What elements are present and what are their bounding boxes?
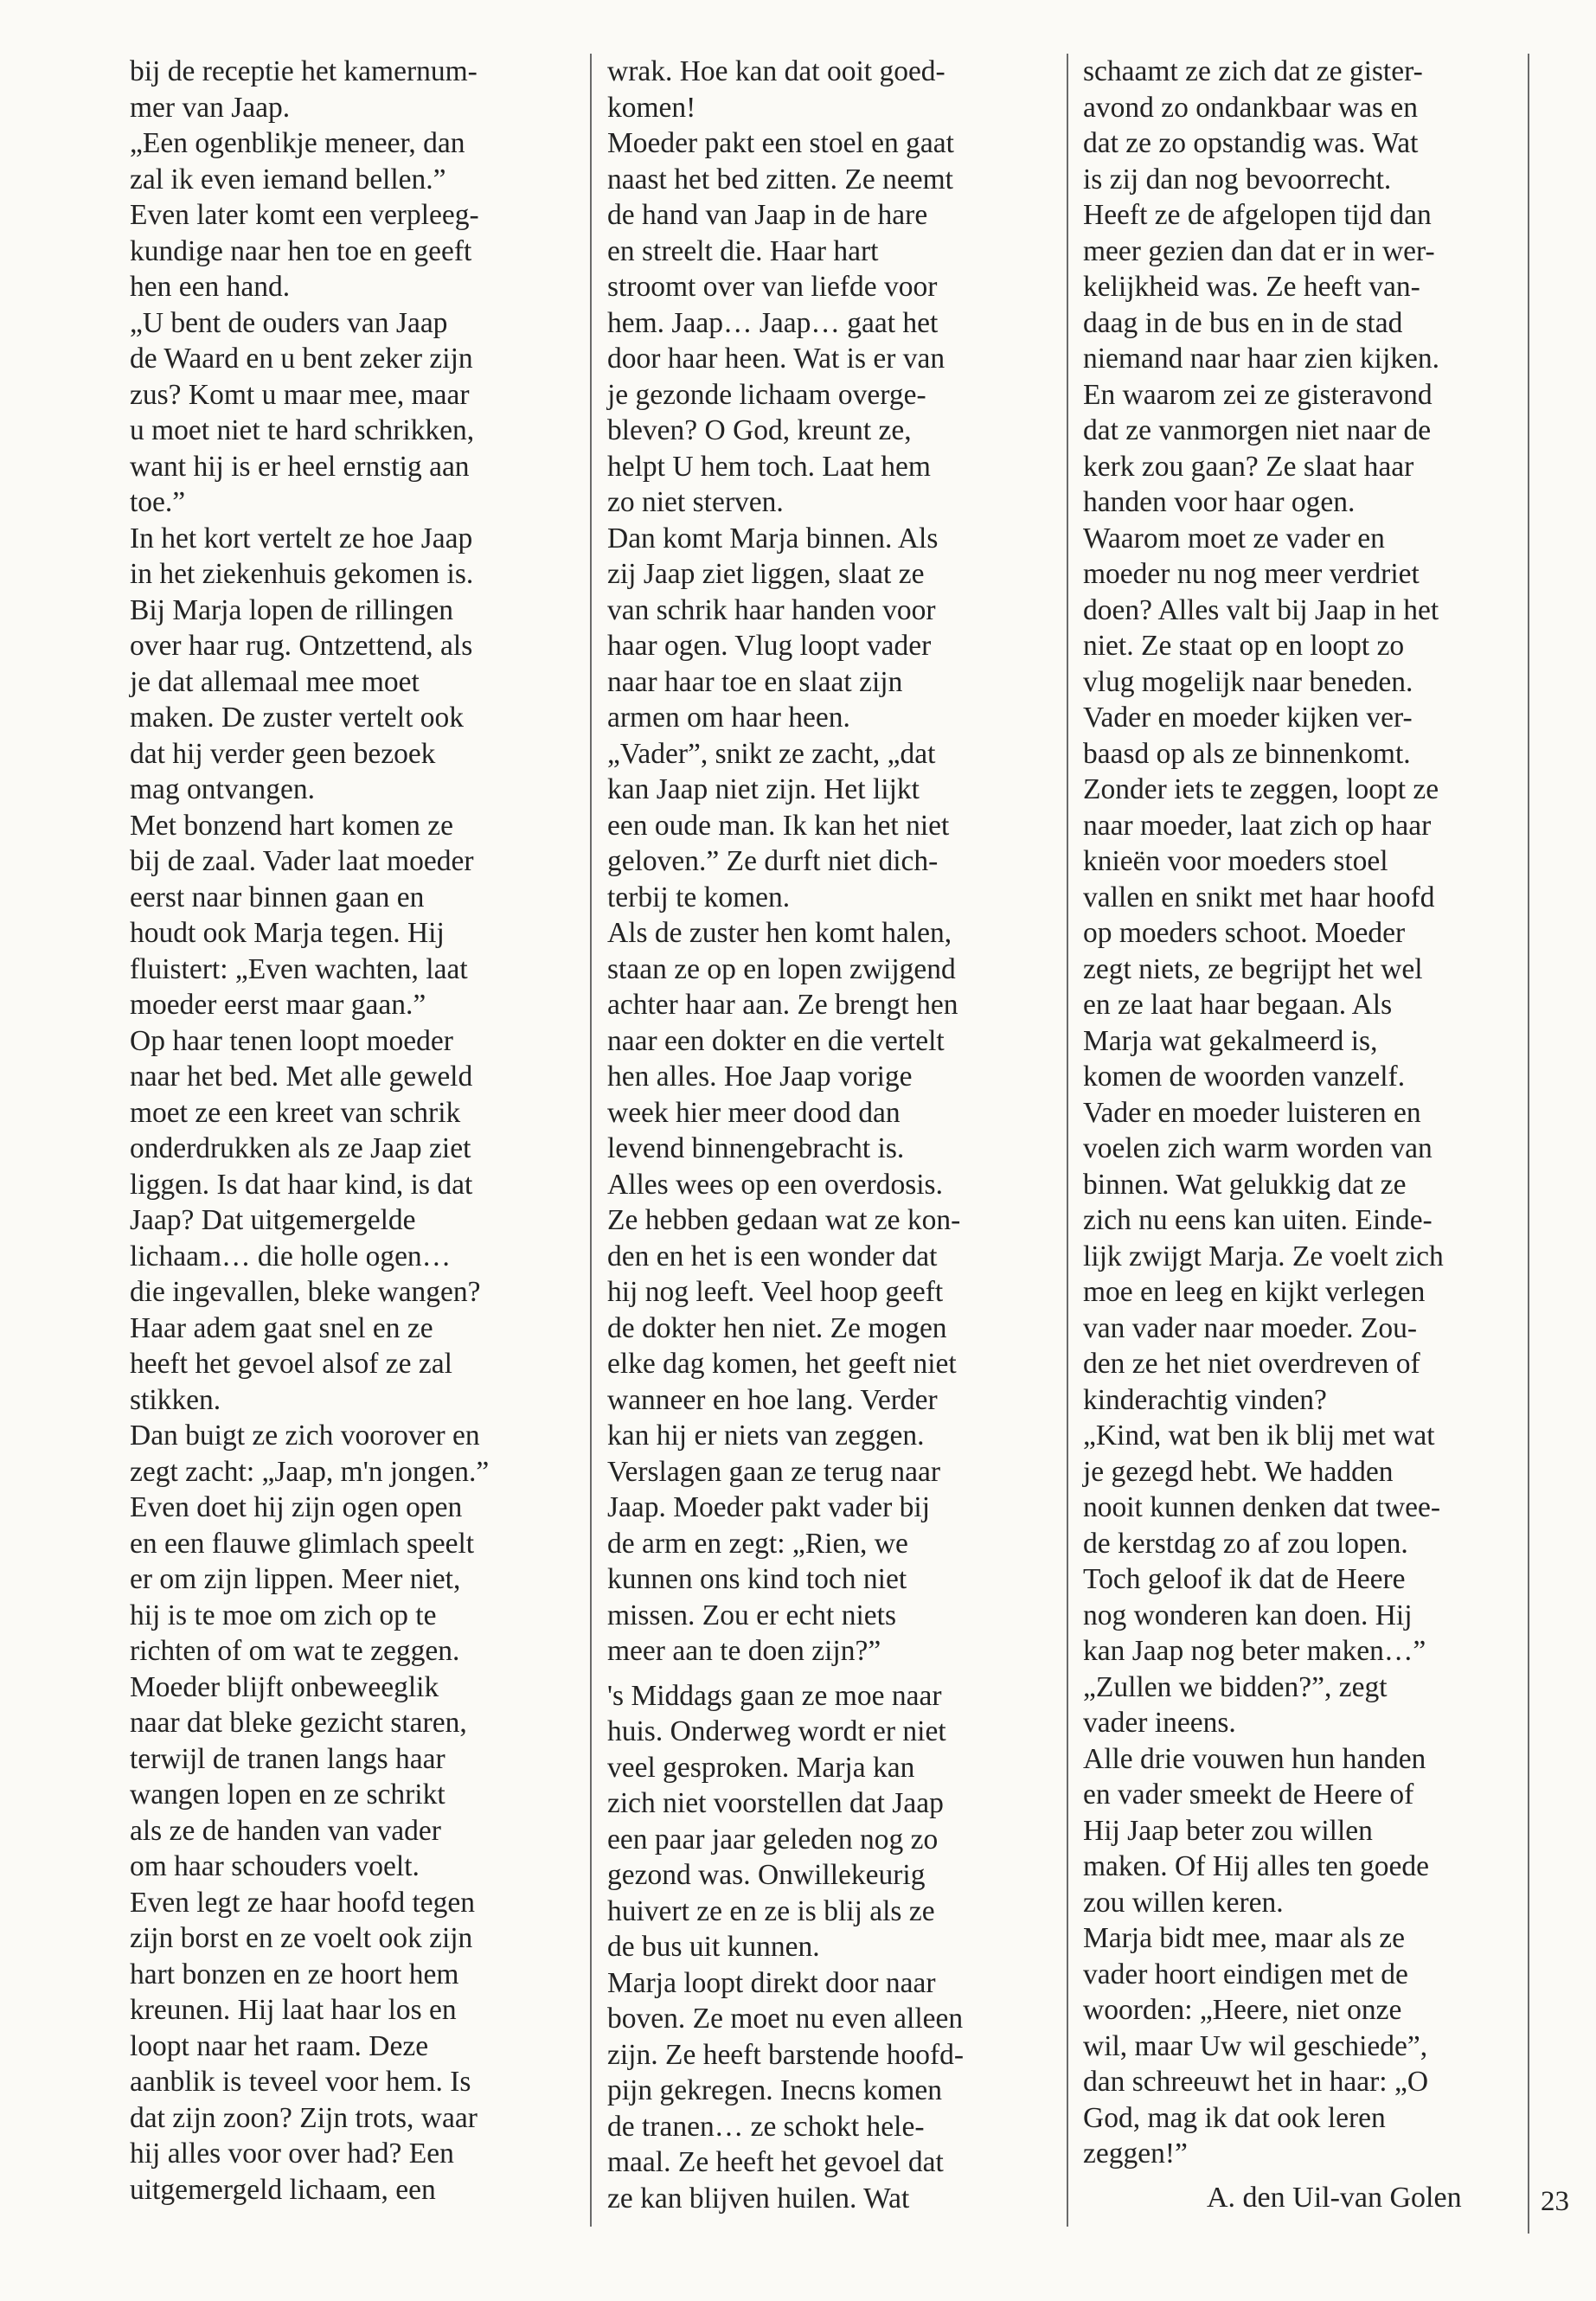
text-line: zeggen!” [1083,2138,1188,2170]
text-column-1 [130,54,562,2208]
text-line: boven. Ze moet nu even alleen [607,2003,964,2035]
text-line: van vader naar moeder. Zou- [1083,1311,1418,1344]
text-line: komen! [607,91,696,124]
text-line: zo niet sterven. [607,486,784,518]
text-line: Even doet hij zijn ogen open [130,1491,463,1523]
text-line: als ze de handen van vader [130,1814,441,1847]
text-line: moet ze een kreet van schrik [130,1096,461,1129]
text-line: week hier meer dood dan [607,1096,901,1129]
text-line: terbij te komen. [607,881,791,913]
text-line: Alles wees op een overdosis. [607,1168,943,1201]
text-line: Dan buigt ze zich voorover en [130,1420,480,1452]
text-line: kinderachtig vinden? [1083,1383,1327,1416]
text-line: Op haar tenen loopt moeder [130,1024,453,1057]
text-line: zijn. Ze heeft barstende hoofd- [607,2038,965,2071]
text-line: naar haar toe en slaat zijn [607,665,903,698]
text-line: „Vader”, snikt ze zacht, „dat [607,737,936,770]
text-line: Hij Jaap beter zou willen [1083,1814,1373,1847]
text-line: huivert ze en ze is blij als ze [607,1894,935,1927]
text-line: Zonder iets te zeggen, loopt ze [1083,773,1439,805]
text-line: binnen. Wat gelukkig dat ze [1083,1168,1407,1201]
text-line: fluistert: „Even wachten, laat [130,952,468,985]
text-line: zus? Komt u maar mee, maar [130,378,470,411]
column-divider-2 [1067,54,1068,2227]
text-line: „Zullen we bidden?”, zegt [1083,1670,1388,1703]
text-line: hij alles voor over had? Een [130,2138,454,2170]
text-line: dat ze zo opstandig was. Wat [1083,127,1419,159]
text-line: kerk zou gaan? Ze slaat haar [1083,450,1414,483]
text-line: mag ontvangen. [130,773,315,805]
text-line: Even later komt een verpleeg- [130,199,479,231]
text-line: die ingevallen, bleke wangen? [130,1276,481,1308]
text-line: en streelt die. Haar hart [607,234,879,267]
text-line: En waarom zei ze gisteravond [1083,378,1433,411]
text-line: Ze hebben gedaan wat ze kon- [607,1204,961,1236]
paragraph-gap [607,1670,1040,1678]
text-line: loopt naar het raam. Deze [130,2029,429,2062]
text-line: baasd op als ze binnenkomt. [1083,737,1411,770]
text-line: en ze laat haar begaan. Als [1083,989,1393,1021]
text-line: Met bonzend hart komen ze [130,809,453,842]
text-line: geloven.” Ze durft niet dich- [607,845,939,877]
text-line: richten of om wat te zeggen. [130,1635,460,1667]
text-line: Jaap? Dat uitgemergelde [130,1204,416,1236]
text-line: gezond was. Onwillekeurig [607,1859,926,1891]
text-line: moeder eerst maar gaan.” [130,989,426,1021]
text-line: naar moeder, laat zich op haar [1083,809,1432,842]
text-line: ze kan blijven huilen. Wat [607,2182,910,2214]
text-line: moeder nu nog meer verdriet [1083,558,1420,590]
text-line: de dokter hen niet. Ze mogen [607,1311,947,1344]
text-line: elke dag komen, het geeft niet [607,1348,957,1380]
text-line: de bus uit kunnen. [607,1931,820,1963]
text-line: Marja wat gekalmeerd is, [1083,1024,1378,1057]
text-line: levend binnengebracht is. [607,1132,905,1164]
text-line: Waarom moet ze vader en [1083,522,1385,554]
text-line: de hand van Jaap in de hare [607,199,928,231]
text-line: naar een dokter en die vertelt [607,1024,945,1057]
text-line: lichaam… die holle ogen… [130,1240,452,1272]
text-line: staan ze op en lopen zwijgend [607,952,956,985]
text-line: doen? Alles valt bij Jaap in het [1083,593,1439,626]
text-line: meer gezien dan dat er in wer- [1083,234,1435,267]
text-line: God, mag ik dat ook leren [1083,2101,1386,2134]
text-line: kelijkheid was. Ze heeft van- [1083,271,1420,303]
text-line: wanneer en hoe lang. Verder [607,1383,938,1416]
text-line: wangen lopen en ze schrikt [130,1779,445,1811]
text-line: om haar schouders voelt. [130,1850,420,1882]
text-line: je gezegd hebt. We hadden [1083,1455,1394,1488]
text-line: veel gesproken. Marja kan [607,1751,915,1784]
text-line: moe en leeg en kijkt verlegen [1083,1276,1426,1308]
text-line: hem. Jaap… Jaap… gaat het [607,306,939,339]
text-line: de tranen… ze schokt hele- [607,2110,925,2143]
text-line: je gezonde lichaam overge- [607,378,926,411]
text-line: Vader en moeder luisteren en [1083,1096,1421,1129]
text-line: zegt niets, ze begrijpt het wel [1083,952,1423,985]
text-line: Alle drie vouwen hun handen [1083,1742,1426,1775]
text-line: dan schreeuwt het in haar: „O [1083,2066,1429,2098]
text-line: uitgemergeld lichaam, een [130,2173,436,2206]
text-line: u moet niet te hard schrikken, [130,414,475,446]
text-line: eerst naar binnen gaan en [130,881,425,913]
text-line: dat hij verder geen bezoek [130,737,436,770]
text-line: kan hij er niets van zeggen. [607,1420,925,1452]
text-line: zich nu eens kan uiten. Einde- [1083,1204,1433,1236]
text-column-2 [607,54,1040,2216]
text-line: wil, maar Uw wil geschiede”, [1083,2029,1428,2062]
text-line: terwijl de tranen langs haar [130,1742,445,1775]
text-line: een oude man. Ik kan het niet [607,809,950,842]
text-line: vallen en snikt met haar hoofd [1083,881,1435,913]
text-line: bij de receptie het kamernum- [130,55,478,87]
text-line: daag in de bus en in de stad [1083,306,1403,339]
text-line: de arm en zegt: „Rien, we [607,1527,908,1560]
text-line: zich niet voorstellen dat Jaap [607,1787,944,1819]
text-line: pijn gekregen. Inecns komen [607,2074,942,2106]
text-line: en vader smeekt de Heere of [1083,1779,1414,1811]
text-line: van schrik haar handen voor [607,593,936,626]
text-line: kunnen ons kind toch niet [607,1563,907,1595]
text-line: de Waard en u bent zeker zijn [130,343,473,375]
text-line: armen om haar heen. [607,702,850,734]
text-line: Dan komt Marja binnen. Als [607,522,939,554]
text-line: onderdrukken als ze Jaap ziet [130,1132,471,1164]
text-line: Jaap. Moeder pakt vader bij [607,1491,931,1523]
text-line: nooit kunnen denken dat twee- [1083,1491,1441,1523]
text-line: naar dat bleke gezicht staren, [130,1707,467,1739]
text-line: vader hoort eindigen met de [1083,1958,1408,1990]
text-line: naast het bed zitten. Ze neemt [607,163,953,195]
text-line: komen de woorden vanzelf. [1083,1061,1406,1093]
text-line: Verslagen gaan ze terug naar [607,1455,941,1488]
text-line: maken. De zuster vertelt ook [130,702,465,734]
text-line: kan Jaap niet zijn. Het lijkt [607,773,920,805]
text-line: zal ik even iemand bellen.” [130,163,446,195]
text-line: Bij Marja lopen de rillingen [130,593,453,626]
author-signature: A. den Uil-van Golen [1207,2182,1462,2214]
text-line: een paar jaar geleden nog zo [607,1823,939,1856]
text-line: stikken. [130,1383,221,1416]
text-line: dat zijn zoon? Zijn trots, waar [130,2101,478,2134]
text-line: je dat allemaal mee moet [130,665,420,698]
column-divider-1 [590,54,592,2227]
text-line: hij nog leeft. Veel hoop geeft [607,1276,944,1308]
text-line: bij de zaal. Vader laat moeder [130,845,474,877]
text-line: hart bonzen en ze hoort hem [130,1958,459,1990]
text-line: stroomt over van liefde voor [607,271,938,303]
text-line: zou willen keren. [1083,1886,1284,1919]
text-line: aanblik is teveel voor hem. Is [130,2066,471,2098]
text-line: maken. Of Hij alles ten goede [1083,1850,1430,1882]
text-line: hen een hand. [130,271,291,303]
text-line: Marja bidt mee, maar als ze [1083,1922,1406,1954]
text-line: den en het is een wonder dat [607,1240,938,1272]
text-line: helpt U hem toch. Laat hem [607,450,931,483]
text-line: avond zo ondankbaar was en [1083,91,1418,124]
text-line: handen voor haar ogen. [1083,486,1356,518]
text-line: want hij is er heel ernstig aan [130,450,470,483]
text-line: vader ineens. [1083,1707,1236,1739]
text-line: In het kort vertelt ze hoe Jaap [130,522,473,554]
text-line: bleven? O God, kreunt ze, [607,414,912,446]
text-line: Als de zuster hen komt halen, [607,917,952,949]
text-line: den ze het niet overdreven of [1083,1348,1420,1380]
text-line: door haar heen. Wat is er van [607,343,945,375]
text-line: en een flauwe glimlach speelt [130,1527,475,1560]
text-line: houdt ook Marja tegen. Hij [130,917,445,949]
text-line: „Een ogenblikje meneer, dan [130,127,465,159]
text-line: de kerstdag zo af zou lopen. [1083,1527,1408,1560]
text-line: Haar adem gaat snel en ze [130,1311,433,1344]
text-line: niet. Ze staat op en loopt zo [1083,630,1405,662]
text-line: Heeft ze de afgelopen tijd dan [1083,199,1432,231]
text-line: haar ogen. Vlug loopt vader [607,630,932,662]
text-line: is zij dan nog bevoorrecht. [1083,163,1392,195]
text-line: nog wonderen kan doen. Hij [1083,1599,1413,1631]
text-line: Vader en moeder kijken ver- [1083,702,1413,734]
text-line: kundige naar hen toe en geeft [130,234,472,267]
page-number-divider [1528,54,1529,2234]
text-line: Moeder pakt een stoel en gaat [607,127,954,159]
text-line: dat ze vanmorgen niet naar de [1083,414,1432,446]
text-line: Toch geloof ik dat de Heere [1083,1563,1406,1595]
text-line: zij Jaap ziet liggen, slaat ze [607,558,925,590]
text-line: maal. Ze heeft het gevoel dat [607,2146,944,2178]
text-column-3 [1083,54,1533,2172]
text-line: hij is te moe om zich op te [130,1599,437,1631]
text-line: kan Jaap nog beter maken…” [1083,1635,1426,1667]
text-line: Moeder blijft onbeweeglik [130,1670,439,1703]
text-line: niemand naar haar zien kijken. [1083,343,1440,375]
page-number: 23 [1541,2186,1569,2217]
text-line: er om zijn lippen. Meer niet, [130,1563,461,1595]
text-line: toe.” [130,486,186,518]
text-line: Marja loopt direkt door naar [607,1966,936,1999]
text-line: kreunen. Hij laat haar los en [130,1994,457,2026]
text-line: voelen zich warm worden van [1083,1132,1433,1164]
text-line: woorden: „Heere, niet onze [1083,1994,1402,2026]
text-line: zijn borst en ze voelt ook zijn [130,1922,473,1954]
text-line: schaamt ze zich dat ze gister- [1083,55,1423,87]
text-line: zegt zacht: „Jaap, m'n jongen.” [130,1455,490,1488]
text-line: 's Middags gaan ze moe naar [607,1679,942,1712]
text-line: lijk zwijgt Marja. Ze voelt zich [1083,1240,1444,1272]
text-line: mer van Jaap. [130,91,291,124]
text-line: „Kind, wat ben ik blij met wat [1083,1420,1435,1452]
text-line: heeft het gevoel alsof ze zal [130,1348,452,1380]
text-line: naar het bed. Met alle geweld [130,1061,473,1093]
text-line: hen alles. Hoe Jaap vorige [607,1061,913,1093]
text-line: missen. Zou er echt niets [607,1599,896,1631]
text-line: in het ziekenhuis gekomen is. [130,558,474,590]
text-line: knieën voor moeders stoel [1083,845,1388,877]
text-line: achter haar aan. Ze brengt hen [607,989,958,1021]
text-line: „U bent de ouders van Jaap [130,306,448,339]
text-line: over haar rug. Ontzettend, als [130,630,473,662]
text-line: wrak. Hoe kan dat ooit goed- [607,55,945,87]
text-line: meer aan te doen zijn?” [607,1635,881,1667]
text-line: huis. Onderweg wordt er niet [607,1715,946,1747]
text-line: liggen. Is dat haar kind, is dat [130,1168,473,1201]
text-line: Even legt ze haar hoofd tegen [130,1886,476,1919]
text-line: op moeders schoot. Moeder [1083,917,1406,949]
text-line: vlug mogelijk naar beneden. [1083,665,1413,698]
